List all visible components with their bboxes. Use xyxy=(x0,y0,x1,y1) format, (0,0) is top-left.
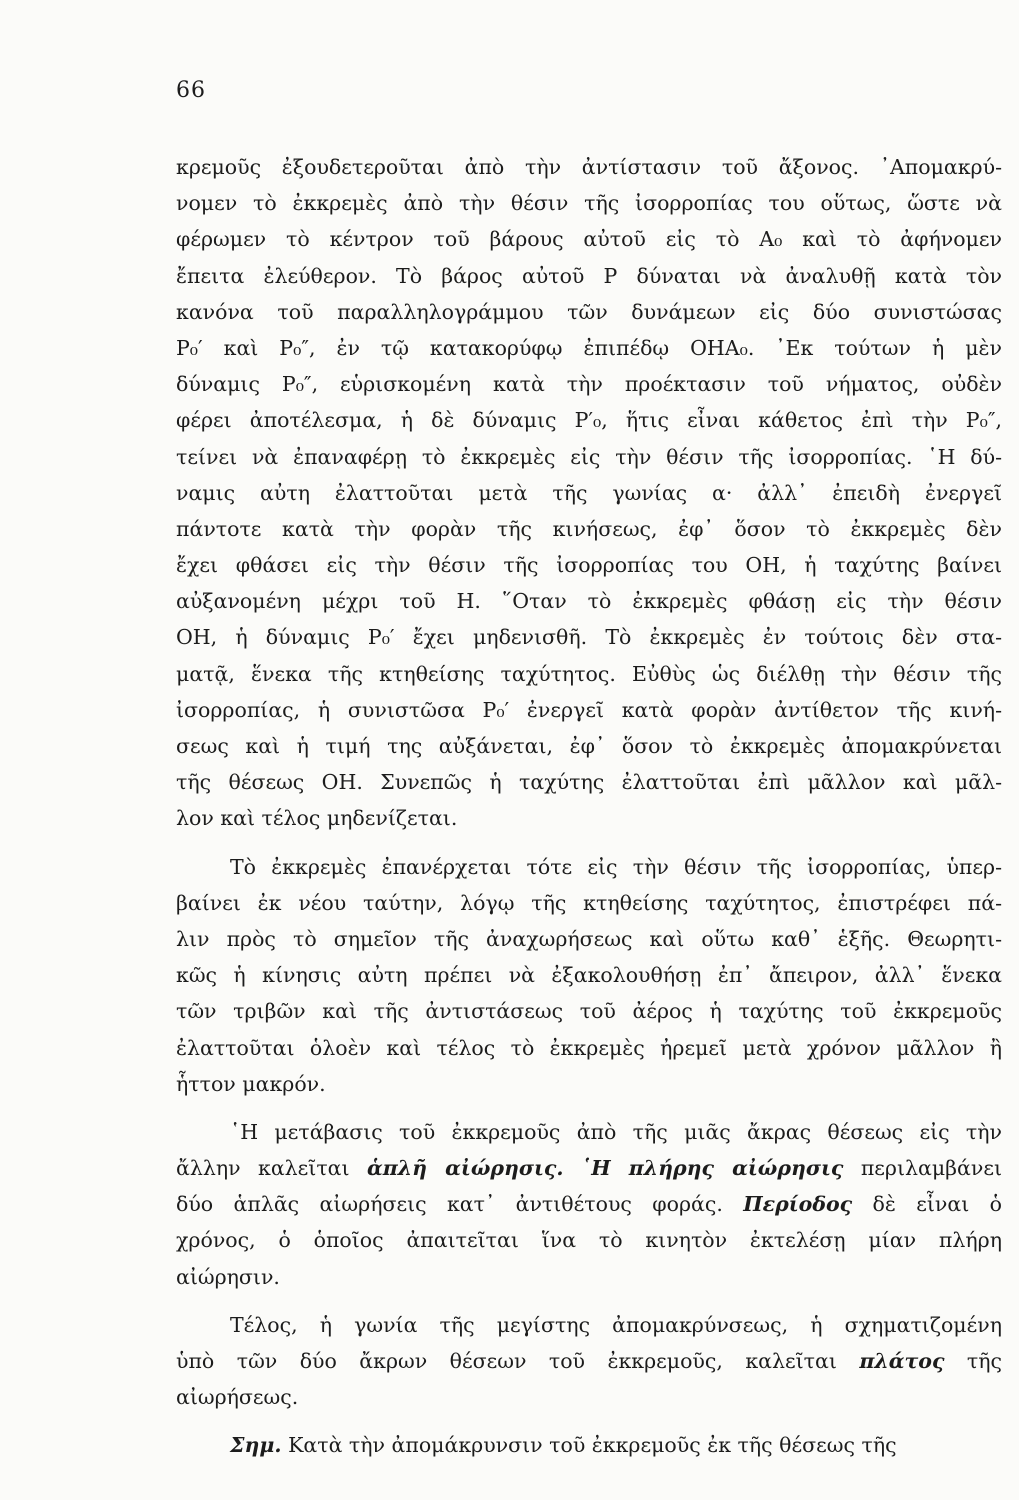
text-line xyxy=(176,1427,1002,1463)
text-line xyxy=(176,330,1002,366)
text-run: κανόνα τοῦ παραλληλογράμμου τῶν δυνάμεων εἰς δύο συνιστώσας xyxy=(176,299,1002,324)
text-run: δὲ εἶναι ὁ xyxy=(852,1192,1002,1217)
text-line xyxy=(176,402,1002,438)
text-run: ματᾷ, ἕνεκα τῆς κτηθείσης ταχύτητος. Εὐθὺς ὡς διέλθῃ τὴν θέσιν τῆς xyxy=(176,661,1002,686)
text-line xyxy=(176,547,1002,583)
paragraph xyxy=(176,1427,1002,1463)
text-run: πάντοτε κατὰ τὴν φορὰν τῆς κινήσεως, ἐφ᾿ ὅσον τὸ ἐκκρεμὲς δὲν xyxy=(176,516,1002,541)
text-run: P₀′ καὶ P₀″, ἐν τῷ κατακορύφῳ ἐπιπέδῳ OHA₀. ᾿Εκ τούτων ἡ μὲν xyxy=(176,335,1002,360)
text-run: αἰωρήσεως. xyxy=(176,1385,299,1410)
paragraph-gap xyxy=(176,1295,1002,1307)
text-run: βαίνει ἐκ νέου ταύτην, λόγῳ τῆς κτηθείσης ταχύτητος, ἐπιστρέφει πά- xyxy=(176,890,1002,915)
text-run: φέρει ἀποτέλεσμα, ἡ δὲ δύναμις P′₀, ἥτις εἶναι κάθετος ἐπὶ τὴν P₀″, xyxy=(176,408,1002,433)
text-run xyxy=(564,1156,581,1180)
paragraph xyxy=(176,1307,1002,1416)
text-line xyxy=(176,258,1002,294)
text-line xyxy=(176,764,1002,800)
text-line xyxy=(176,185,1002,221)
paragraph xyxy=(176,149,1002,837)
paragraph-gap xyxy=(176,837,1002,849)
emphasized-term: ἁπλῆ αἰώρησις. xyxy=(367,1156,564,1181)
text-run: δύναμις P₀″, εὑρισκομένη κατὰ τὴν προέκτασιν τοῦ νήματος, οὐδὲν xyxy=(176,372,1002,397)
text-line xyxy=(176,1186,1002,1222)
text-line xyxy=(176,849,1002,885)
text-body xyxy=(176,149,1002,1464)
text-run: ἐλαττοῦται ὁλοὲν καὶ τέλος τὸ ἐκκρεμὲς ἠρεμεῖ μετὰ χρόνον μᾶλλον ἢ xyxy=(176,1035,1002,1060)
text-line xyxy=(176,1066,1002,1102)
text-line xyxy=(176,1259,1002,1295)
text-run: Τὸ ἐκκρεμὲς ἐπανέρχεται τότε εἰς τὴν θέσιν τῆς ἰσορροπίας, ὑπερ- xyxy=(230,854,1002,879)
text-line xyxy=(176,439,1002,475)
emphasized-term: Σημ. xyxy=(230,1433,282,1458)
text-run: ὑπὸ τῶν δύο ἄκρων θέσεων τοῦ ἐκκρεμοῦς, καλεῖται xyxy=(176,1349,860,1373)
text-run: αὐξανομένη μέχρι τοῦ H. ῞Οταν τὸ ἐκκρεμὲς φθάσῃ εἰς τὴν θέσιν xyxy=(176,589,1002,614)
text-line xyxy=(176,1150,1002,1186)
text-line xyxy=(176,366,1002,402)
text-line xyxy=(176,149,1002,185)
text-line xyxy=(176,993,1002,1029)
paragraph xyxy=(176,849,1002,1102)
text-run: περιλαμβάνει xyxy=(843,1156,1002,1181)
text-run: ῾Η μετάβασις τοῦ ἐκκρεμοῦς ἀπὸ τῆς μιᾶς ἄκρας θέσεως εἰς τὴν xyxy=(230,1119,1002,1144)
paragraph xyxy=(176,1114,1002,1295)
text-run: ἔχει φθάσει εἰς τὴν θέσιν τῆς ἰσορροπίας του OH, ἡ ταχύτης βαίνει xyxy=(176,553,1002,578)
text-line xyxy=(176,728,1002,764)
text-run: Τέλος, ἡ γωνία τῆς μεγίστης ἀπομακρύνσεως, ἡ σχηματιζομένη xyxy=(230,1312,1002,1337)
emphasized-term: Περίοδος xyxy=(743,1192,853,1217)
text-run: αἰώρησιν. xyxy=(176,1264,280,1289)
text-line xyxy=(176,221,1002,257)
text-line xyxy=(176,511,1002,547)
text-run: λιν πρὸς τὸ σημεῖον τῆς ἀναχωρήσεως καὶ οὕτω καθ᾿ ἑξῆς. Θεωρητι- xyxy=(176,926,1002,951)
text-line xyxy=(176,1343,1002,1379)
paragraph-gap xyxy=(176,1102,1002,1114)
text-run: χρόνος, ὁ ὁποῖος ἀπαιτεῖται ἵνα τὸ κινητὸν ἐκτελέσῃ μίαν πλήρη xyxy=(176,1228,1002,1253)
text-run: λον καὶ τέλος μηδενίζεται. xyxy=(176,806,458,831)
text-run: τῶν τριβῶν καὶ τῆς ἀντιστάσεως τοῦ ἀέρος ἡ ταχύτης τοῦ ἐκκρεμοῦς xyxy=(176,999,1002,1024)
text-line xyxy=(176,1379,1002,1415)
text-run: ἧττον μακρόν. xyxy=(176,1071,326,1096)
text-run: τείνει νὰ ἐπαναφέρῃ τὸ ἐκκρεμὲς εἰς τὴν θέσιν τῆς ἰσορροπίας. ῾Η δύ- xyxy=(176,444,1002,469)
text-run: δύο ἁπλᾶς αἰωρήσεις κατ᾿ ἀντιθέτους φοράς. xyxy=(176,1192,744,1217)
text-run: ναμις αὐτη ἐλαττοῦται μετὰ τῆς γωνίας α· ἀλλ᾿ ἐπειδὴ ἐνεργεῖ xyxy=(176,480,1002,505)
emphasized-term: πλάτος xyxy=(859,1349,945,1373)
text-line xyxy=(176,656,1002,692)
text-run: φέρωμεν τὸ κέντρον τοῦ βάρους αὐτοῦ εἰς τὸ A₀ καὶ τὸ ἀφήνομεν xyxy=(176,227,1002,252)
page-number: 66 xyxy=(176,78,206,103)
paragraph-gap xyxy=(176,1415,1002,1427)
text-run: σεως καὶ ἡ τιμή της αὐξάνεται, ἐφ᾿ ὅσον τὸ ἐκκρεμὲς ἀπομακρύνεται xyxy=(176,734,1002,758)
text-line xyxy=(176,957,1002,993)
text-run: ἔπειτα ἐλεύθερον. Τὸ βάρος αὐτοῦ P δύναται νὰ ἀναλυθῇ κατὰ τὸν xyxy=(176,263,1002,288)
text-line xyxy=(176,475,1002,511)
text-line xyxy=(176,692,1002,728)
emphasized-term: ῾Η πλήρης αἰώρησις xyxy=(581,1156,844,1181)
text-line xyxy=(176,583,1002,619)
text-run: ἄλλην καλεῖται xyxy=(176,1156,368,1181)
text-run: τῆς θέσεως OH. Συνεπῶς ἡ ταχύτης ἐλαττοῦται ἐπὶ μᾶλλον καὶ μᾶλ- xyxy=(176,770,1002,795)
text-line xyxy=(176,1114,1002,1150)
text-line xyxy=(176,1222,1002,1258)
text-line xyxy=(176,294,1002,330)
text-line xyxy=(176,619,1002,655)
text-line xyxy=(176,1307,1002,1343)
text-run: κῶς ἡ κίνησις αὐτη πρέπει νὰ ἐξακολουθήσῃ ἐπ᾿ ἄπειρον, ἀλλ᾿ ἕνεκα xyxy=(176,963,1002,988)
text-line xyxy=(176,921,1002,957)
text-run: OH, ἡ δύναμις P₀′ ἔχει μηδενισθῆ. Τὸ ἐκκρεμὲς ἐν τούτοις δὲν στα- xyxy=(176,625,1002,650)
text-run: κρεμοῦς ἐξουδετεροῦται ἀπὸ τὴν ἀντίστασιν τοῦ ἄξονος. ᾿Απομακρύ- xyxy=(176,155,1002,179)
text-run: ἰσορροπίας, ἡ συνιστῶσα P₀′ ἐνεργεῖ κατὰ φορὰν ἀντίθετον τῆς κινή- xyxy=(176,697,1002,722)
text-run: τῆς xyxy=(944,1349,1002,1373)
text-run: Κατὰ τὴν ἀπομάκρυνσιν τοῦ ἐκκρεμοῦς ἐκ τῆς θέσεως τῆς xyxy=(281,1433,897,1458)
text-line xyxy=(176,800,1002,836)
text-run: νομεν τὸ ἐκκρεμὲς ἀπὸ τὴν θέσιν τῆς ἰσορροπίας του οὕτως, ὥστε νὰ xyxy=(176,191,1002,216)
text-line xyxy=(176,1030,1002,1066)
text-line xyxy=(176,885,1002,921)
